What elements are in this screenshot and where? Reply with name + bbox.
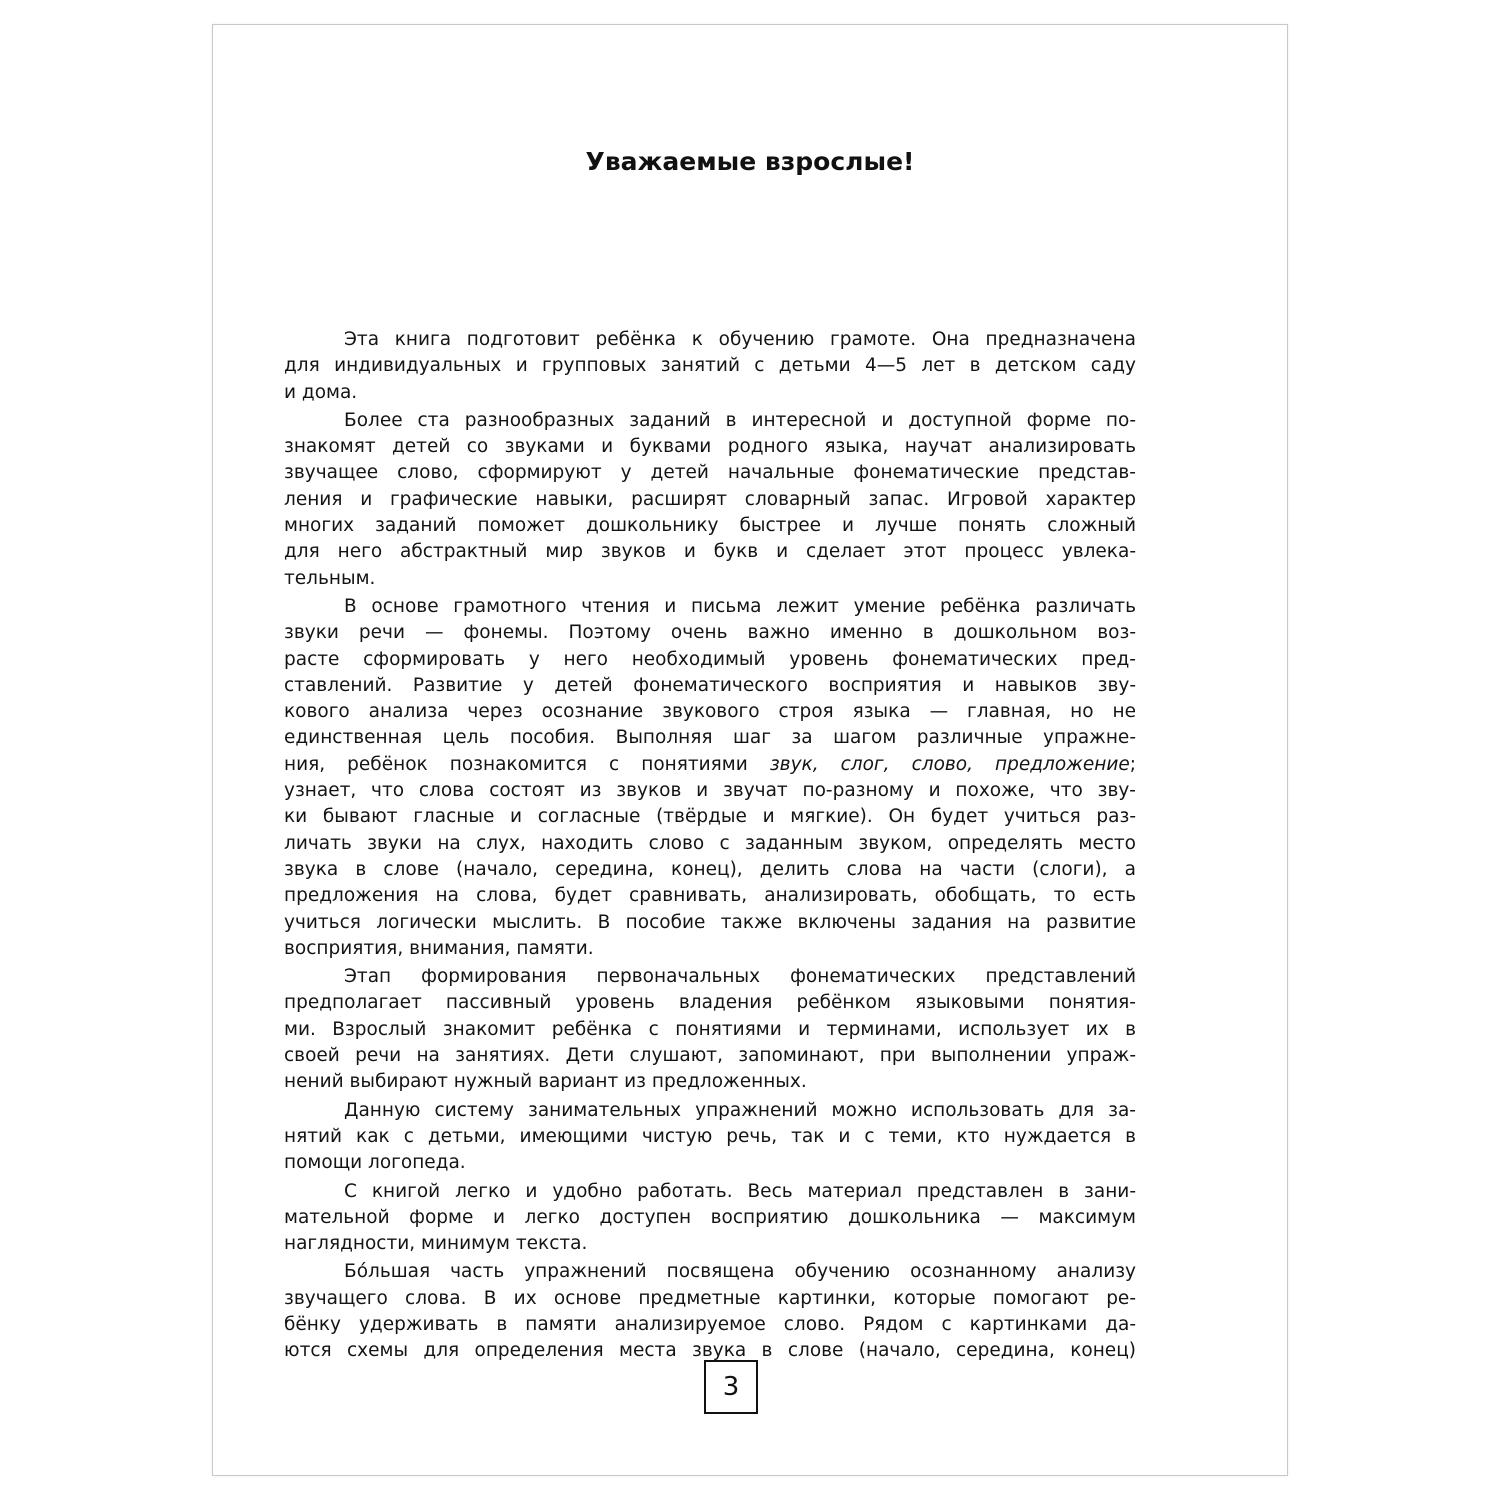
text-line: Этап формирования первоначальных фонематических представлений: [344, 966, 1136, 988]
text-line: нятий как с детьми, имеющими чистую речь, так и с теми, кто нуждается в: [284, 1125, 1136, 1147]
text-line: помощи логопеда.: [284, 1152, 466, 1174]
text-line: ставлений. Развитие у детей фонематического восприятия и навыков зву-: [284, 674, 1136, 696]
paragraph-3: [284, 594, 1136, 962]
text-line: учиться логически мыслить. В пособие также включены задания на развитие: [284, 911, 1136, 933]
text-line: мательной форме и легко доступен восприятию дошкольника — максимум: [284, 1206, 1136, 1228]
text-line: звуки речи — фонемы. Поэтому очень важно именно в дошкольном воз-: [284, 622, 1136, 644]
text-line: расте сформировать у него необходимый уровень фонематических пред-: [284, 648, 1136, 670]
text-line: и дома.: [284, 381, 358, 403]
text-line: ми. Взрослый знакомит ребёнка с понятиями и терминами, использует их в: [284, 1018, 1136, 1040]
text-line: ления и графические навыки, расширят словарный запас. Игровой характер: [284, 488, 1136, 510]
text-line: С книгой легко и удобно работать. Весь материал представлен в зани-: [344, 1180, 1136, 1202]
page-number: 3: [704, 1360, 758, 1414]
text-line: многих заданий поможет дошкольнику быстрее и лучше понять сложный: [284, 515, 1136, 537]
text-line: Данную систему занимательных упражнений можно использовать для за-: [344, 1099, 1136, 1121]
paragraph-5: [284, 1098, 1136, 1177]
text-line: знакомят детей со звуками и буквами родного языка, научат анализировать: [284, 436, 1136, 458]
text-line: Бóльшая часть упражнений посвящена обучению осознанному анализу: [344, 1261, 1136, 1283]
book-page: [212, 24, 1288, 1476]
text-line: наглядности, минимум текста.: [284, 1233, 588, 1255]
text-line: Более ста разнообразных заданий в интересной и доступной форме по-: [344, 409, 1136, 431]
text-line: звучащего слова. В их основе предметные картинки, которые помогают ре-: [284, 1287, 1136, 1309]
text-segment: ;: [1129, 753, 1136, 775]
paragraph-2: [284, 408, 1136, 592]
text-line: Эта книга подготовит ребёнка к обучению грамоте. Она предназначена: [344, 329, 1136, 350]
paragraph-4: [284, 964, 1136, 1095]
text-line: бёнку удерживать в памяти анализируемое слово. Рядом с картинками да-: [284, 1313, 1136, 1335]
paragraph-1: [284, 327, 1136, 406]
body-text: [284, 327, 1136, 1367]
text-line: восприятия, внимания, памяти.: [284, 937, 594, 959]
text-line: личать звуки на слух, находить слово с заданным звуком, определять место: [284, 832, 1136, 854]
text-line: нений выбирают нужный вариант из предложенных.: [284, 1071, 807, 1093]
text-line: узнает, что слова состоят из звуков и звучат по-разному и похоже, что зву-: [284, 780, 1136, 802]
text-segment: ния, ребёнок познакомится с понятиями: [284, 753, 770, 775]
text-line: предложения на слова, будет сравнивать, анализировать, обобщать, то есть: [284, 885, 1136, 907]
paragraph-7: [284, 1259, 1136, 1364]
italic-terms: звук, слог, слово, предложение: [769, 753, 1130, 775]
text-line: своей речи на занятиях. Дети слушают, запоминают, при выполнении упраж-: [284, 1045, 1136, 1067]
text-line: предполагает пассивный уровень владения ребёнком языковыми понятия-: [284, 992, 1136, 1014]
text-line: звука в слове (начало, середина, конец), делить слова на части (слоги), а: [284, 858, 1136, 880]
text-line: единственная цель пособия. Выполняя шаг за шагом различные упражне-: [284, 727, 1136, 749]
text-line: ются схемы для определения места звука в слове (начало, середина, конец): [284, 1340, 1136, 1362]
text-line: для индивидуальных и групповых занятий с детьми 4—5 лет в детском саду: [284, 355, 1136, 377]
text-line: [284, 752, 1136, 778]
text-line: звучащее слово, сформируют у детей начальные фонематические представ-: [284, 462, 1136, 484]
text-line: ки бывают гласные и согласные (твёрдые и мягкие). Он будет учиться раз-: [284, 806, 1136, 828]
paragraph-6: [284, 1179, 1136, 1258]
page-title: Уважаемые взрослые!: [585, 147, 915, 176]
text-line: В основе грамотного чтения и письма лежит умение ребёнка различать: [344, 595, 1136, 617]
text-line: для него абстрактный мир звуков и букв и сделает этот процесс увлека-: [284, 541, 1136, 563]
text-line: кового анализа через осознание звукового строя языка — главная, но не: [284, 701, 1136, 723]
text-line: тельным.: [284, 567, 376, 589]
